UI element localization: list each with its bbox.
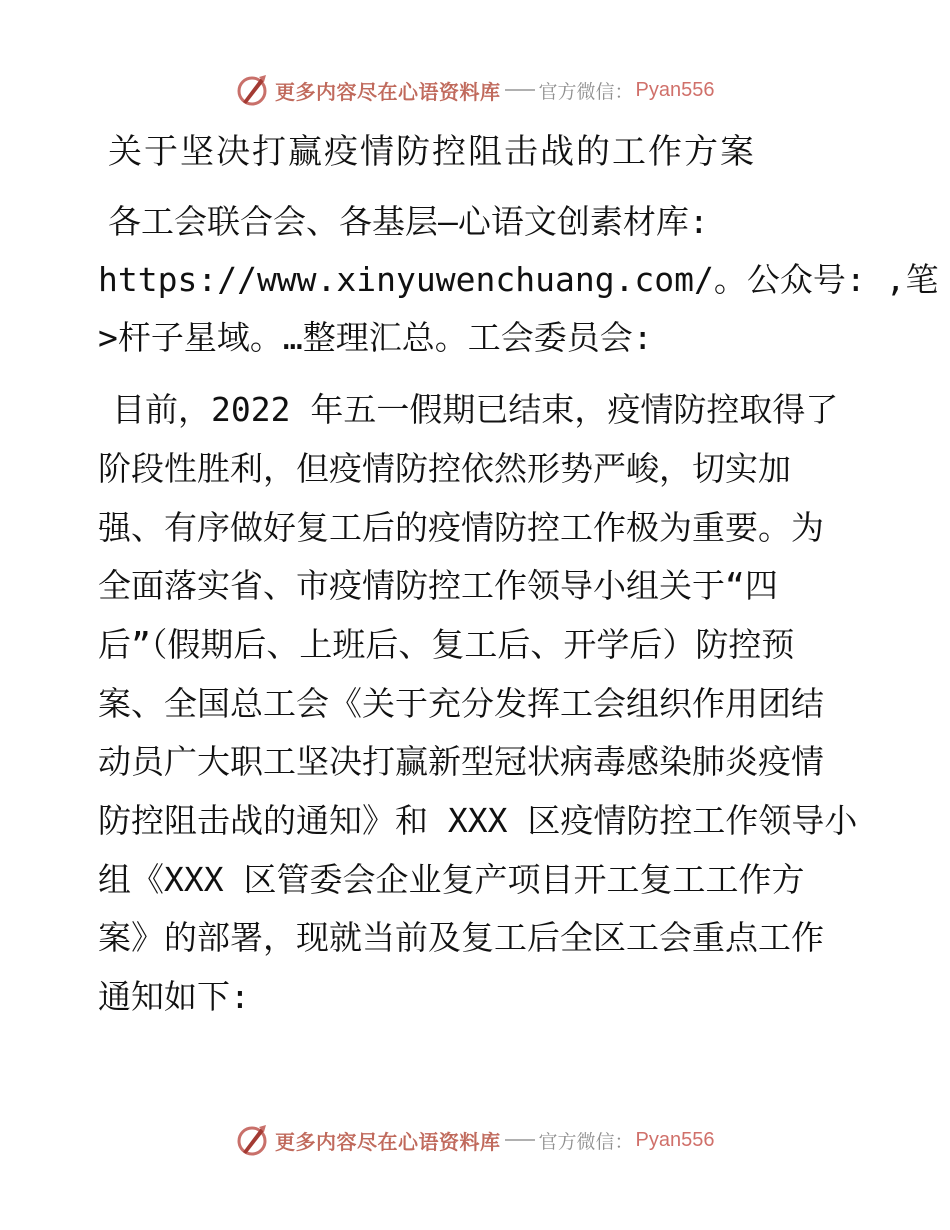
watermark-official-label: 官方微信： — [538, 1130, 634, 1153]
watermark-main-text: 更多内容尽在心语资料库 — [275, 1129, 501, 1154]
salutation-line: >杆子星域。…整理汇总。工会委员会: — [98, 318, 653, 357]
watermark-main-text: 更多内容尽在心语资料库 — [275, 79, 501, 104]
header-watermark — [235, 70, 714, 110]
body-line: 目前，2022 年五一假期已结束，疫情防控取得了 — [112, 390, 839, 429]
salutation-line: https://www.xinyuwenchuang.com/。公众号: ,笔 — [98, 260, 939, 299]
body-line: 案、全国总工会《关于充分发挥工会组织作用团结 — [98, 684, 824, 723]
body-line: 防控阻击战的通知》和 XXX 区疫情防控工作领导小 — [98, 801, 858, 840]
body-line: 强、有序做好复工后的疫情防控工作极为重要。为 — [98, 508, 824, 547]
salutation-line: 各工会联合会、各基层—心语文创素材库: — [108, 202, 709, 241]
watermark-account: Pyan556 — [635, 78, 715, 101]
body-line: 案》的部署，现就当前及复工后全区工会重点工作 — [98, 918, 824, 957]
watermark-dash — [505, 1139, 535, 1141]
watermark-official-label: 官方微信： — [538, 80, 634, 103]
quill-pen-logo-icon — [235, 1122, 271, 1158]
watermark-account: Pyan556 — [635, 1128, 715, 1151]
body-line: 全面落实省、市疫情防控工作领导小组关于“四 — [98, 566, 778, 605]
body-line: 通知如下: — [98, 977, 250, 1016]
document-title: 关于坚决打赢疫情防控阻击战的工作方案 — [108, 132, 756, 172]
body-line: 后”（假期后、上班后、复工后、开学后）防控预 — [98, 625, 795, 664]
body-line: 动员广大职工坚决打赢新型冠状病毒感染肺炎疫情 — [98, 742, 824, 781]
watermark-dash — [505, 89, 535, 91]
body-line: 阶段性胜利，但疫情防控依然形势严峻，切实加 — [98, 449, 791, 488]
quill-pen-logo-icon — [235, 72, 271, 108]
footer-watermark — [235, 1120, 714, 1160]
body-line: 组《XXX 区管委会企业复产项目开工复工工作方 — [98, 860, 805, 899]
